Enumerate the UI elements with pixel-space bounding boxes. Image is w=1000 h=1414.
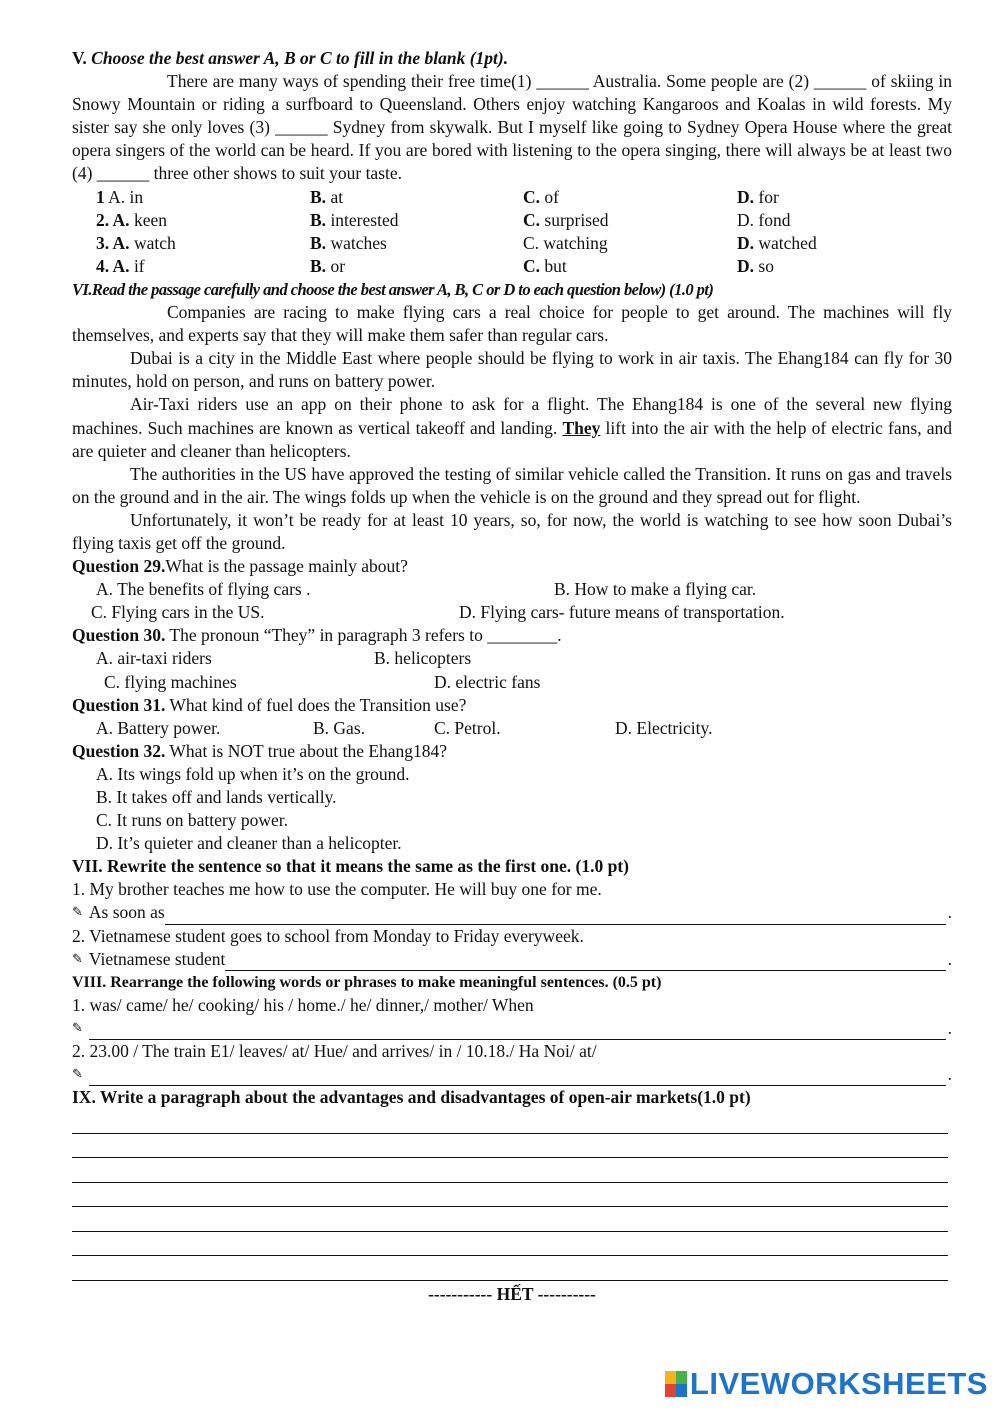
section-ix-title: IX. Write a paragraph about the advantages and disadvantages of open-air markets(1.0 pt) [72,1087,751,1108]
option-b[interactable]: B. interested [310,209,399,230]
answer-row-4 [72,255,952,278]
section-vi-title: VI.Read the passage carefully and choose the best answer A, B, C or D to each question below) (1.0 pt) [72,279,714,299]
option-d[interactable]: D. watched [737,232,817,253]
option-c[interactable]: C. flying machines [104,671,237,692]
option-d[interactable]: D. Flying cars- future means of transportation. [459,602,785,623]
option-d[interactable]: D. for [737,186,779,207]
option-c[interactable]: C. surprised [523,209,609,230]
option-c[interactable]: C. watching [523,232,608,253]
option-a[interactable]: 3. A. watch [96,232,176,253]
option-b[interactable]: B. Gas. [313,717,366,738]
answer-row-3 [72,232,952,255]
worksheet-page [72,47,952,1306]
logo-badge-icon [665,1371,687,1397]
option-d[interactable]: D. fond [737,209,791,230]
writing-line[interactable] [72,1183,948,1208]
pencil-icon: ✎ [72,1067,83,1083]
writing-line[interactable] [72,1134,948,1159]
pencil-icon: ✎ [72,905,83,921]
option-d[interactable]: D. electric fans [434,671,541,692]
rewrite-sentence-2: 2. Vietnamese student goes to school from Monday to Friday everyweek. [72,925,584,946]
rearrange-sentence-1: 1. was/ came/ he/ cooking/ his / home./ he/ dinner,/ mother/ When [72,994,534,1015]
rearrange-answer-1[interactable]: ✎ . [72,1017,952,1040]
pencil-icon: ✎ [72,1020,83,1036]
option-d[interactable]: D. Electricity. [615,717,713,738]
option-d[interactable]: D. It’s quieter and cleaner than a helicopter. [96,833,402,854]
rewrite-sentence-1: 1. My brother teaches me how to use the computer. He will buy one for me. [72,879,602,900]
option-a[interactable]: A. Battery power. [96,717,221,738]
option-a[interactable]: A. The benefits of flying cars . [96,579,311,600]
question-30-options-cd [72,671,952,694]
end-marker: ----------- HẾT ---------- [428,1283,596,1304]
answer-blank[interactable] [165,907,946,925]
passage-paragraph-5: Unfortunately, it won’t be ready for at least 10 years, so, for now, the world is watching to see how soon Dubai’s flying taxis get off the ground. [72,509,952,553]
answer-row-1 [72,186,952,209]
option-c[interactable]: C. Flying cars in the US. [91,602,265,623]
question-31-options [72,717,952,740]
option-c[interactable]: C. It runs on battery power. [96,810,288,831]
question-31: Question 31. What kind of fuel does the Transition use? [72,694,467,715]
writing-line[interactable] [72,1207,948,1232]
option-b[interactable]: B. It takes off and lands vertically. [96,787,337,807]
option-a[interactable]: A. air-taxi riders [96,648,212,669]
option-d[interactable]: D. so [737,255,774,276]
question-30-options-ab [72,647,952,670]
option-a[interactable]: 1 A. in [96,186,144,207]
option-a[interactable]: A. Its wings fold up when it’s on the ground. [96,763,410,784]
rewrite-answer-2[interactable]: ✎ Vietnamese student . [72,948,952,971]
option-c[interactable]: C. Petrol. [434,717,501,738]
answer-blank[interactable] [89,1068,946,1086]
section-viii-title: VIII. Rearrange the following words or phrases to make meaningful sentences. (0.5 pt) [72,973,662,991]
section-title: Choose the best answer A, B or C to fill in the blank (1pt). [91,48,509,68]
section-vii-title: VII. Rewrite the sentence so that it means the same as the first one. (1.0 pt) [72,856,629,877]
logo-text: LIVEWORKSHEETS [689,1366,988,1401]
passage-paragraph-4: The authorities in the US have approved the testing of similar vehicle called the Transition. It runs on gas and travels on the ground and in the air. The wings folds up when the vehicle is on the ground and they spread out for flight. [72,463,952,507]
question-30: Question 30. The pronoun “They” in paragraph 3 refers to ________. [72,625,562,646]
answer-start: Vietnamese student [88,948,226,969]
option-b[interactable]: B. helicopters [374,648,472,669]
answer-blank[interactable] [225,953,945,971]
passage-paragraph-2: Dubai is a city in the Middle East where people should be flying to work in air taxis. The Ehang184 can fly for 30 minutes, hold on person, and runs on battery power. [72,348,952,392]
option-b[interactable]: B. or [310,255,346,276]
option-b[interactable]: B. watches [310,232,387,253]
option-a[interactable]: 4. A. if [96,255,145,276]
passage-paragraph-1: Companies are racing to make flying cars a real choice for people to get around. The machines will fly themselves, and experts say that they will make them safer than regular cars. [72,302,952,346]
question-32: Question 32. What is NOT true about the Ehang184? [72,740,448,761]
option-c[interactable]: C. but [523,255,567,276]
option-a[interactable]: 2. A. keen [96,209,167,230]
answer-start: As soon as [88,902,165,923]
section-v-passage: There are many ways of spending their free time(1) ______ Australia. Some people are (2) ______ of skiing in Snowy Mountain or riding a surfboard to Queensland. Others enjoy watching Kangaroos and Koalas in wild forests. My sister say she only loves (3) ______ Sydney from skywalk. But I myself like going to Sydney Opera House where the great opera singers of the world can be heard. If you are bored with listening to the opera singing, there will always be at least two (4) ______ three other shows to suit your taste. [72,71,952,184]
liveworksheets-logo [665,1366,988,1402]
option-c[interactable]: C. of [523,186,559,207]
question-29-options-cd [72,601,952,624]
rearrange-answer-2[interactable]: ✎ . [72,1063,952,1086]
section-v-title [72,47,952,70]
paragraph-writing-area[interactable] [72,1109,952,1281]
writing-line[interactable] [72,1109,948,1134]
section-v-answers [72,186,952,278]
writing-line[interactable] [72,1158,948,1183]
rearrange-sentence-2: 2. 23.00 / The train E1/ leaves/ at/ Hue/ and arrives/ in / 10.18./ Ha Noi/ at/ [72,1041,597,1062]
underlined-pronoun: They [562,417,601,438]
question-29-options-ab [72,578,952,601]
writing-line[interactable] [72,1232,948,1257]
passage-paragraph-3: Air-Taxi riders use an app on their phone to ask for a flight. The Ehang184 is one of the several new flying machines. Such machines are known as vertical takeoff and landing. They lift into the air with the help of electric fans, and are quieter and cleaner than helicopters. [72,394,952,461]
writing-line[interactable] [72,1256,948,1281]
option-b[interactable]: B. How to make a flying car. [554,579,757,600]
answer-blank[interactable] [89,1022,946,1040]
option-b[interactable]: B. at [310,186,344,207]
rewrite-answer-1[interactable]: ✎ As soon as . [72,901,952,924]
question-29: Question 29.What is the passage mainly about? [72,556,408,577]
pencil-icon: ✎ [72,951,83,967]
answer-row-2 [72,209,952,232]
section-number: V. [72,48,87,68]
